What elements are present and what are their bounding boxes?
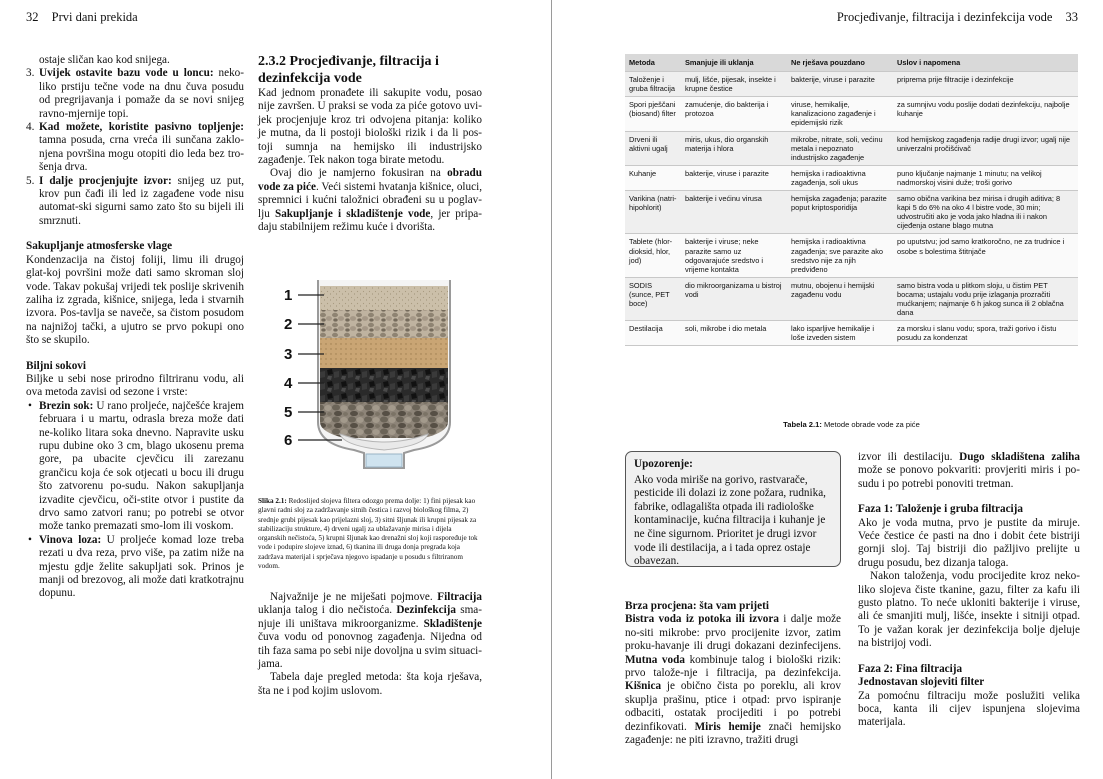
filter-layers-figure <box>284 272 484 482</box>
bold-run: Miris hemije <box>694 720 761 733</box>
bullet-text: U proljeće komad loze treba rezati u dva reza, prvo više, pa zatim niže na mjestu gdje želite sakupljati sok. Prinos je manji od brezovog, ali može dati kratkotrajnu dopunu. <box>39 533 245 600</box>
bold-run: Kišnica <box>625 680 662 693</box>
page-number-left: 32 <box>26 10 39 24</box>
table-cell: bakterije, viruse i parazite <box>787 72 893 97</box>
left-page-header <box>26 10 138 25</box>
text-run: može se ponovo pokvariti: provjeriti miris i po-sudu i po potrebi ponoviti tretman. <box>858 464 1080 490</box>
bullet-title: Brezin sok: <box>39 399 94 412</box>
column-header: Uslov i napomena <box>893 54 1078 72</box>
caption-text: Redoslijed slojeva filtera odozgo prema dolje: 1) fini pijesak kao glavni radni sloj za zadržavanje sitnih čestica i razvoj biološkog filma, 2) srednje grubi pijesak kao prijelazni sloj, 3) sitni šljunak ili krupni pijesak za stabilizaciju strukture, 4) drveni ugalj za ublažavanje mirisa i dijela organskih nečistoća, 5) krupni šljunak kao drenažni sloj koji raspoređuje tok vode i podupire slojeve iznad, 6) tkanina ili druga donja pregrada koja zadržava materijal i sprječava njegovo ispadanje u posudu s filtriranom vodom. <box>258 497 478 571</box>
table-cell: zamućenje, dio bakterija i protozoa <box>681 97 787 131</box>
table-caption-label: Tabela 2.1: <box>783 420 822 429</box>
text-run: čuva vodu od ponovnog zagađenja. Nijedna od tih faza sama po sebi nije dovoljna u svim situaci-jama. <box>258 631 483 671</box>
table-caption-text: Metode obrade vode za piće <box>821 420 920 429</box>
figure-label: 3 <box>284 346 293 363</box>
table-cell: soli, mikrobe i dio metala <box>681 321 787 346</box>
paragraph-1: Kad jednom pronađete ili sakupite vodu, posao nije završen. U praksi se voda za piće gotovo uvi-jek procjenjuje kroz tri odvojena pitanja: koliko je mutna, da li postoji biološki rizik i da li pos-toji sumnja na hemijsko ili industrijsko zagađenje. Tek nakon toga birate metodu. <box>258 87 482 167</box>
figure-label: 1 <box>284 287 293 304</box>
step-number: 5. <box>26 174 35 187</box>
text-run: izvor ili destilaciju. <box>858 451 960 463</box>
text-run: Ovaj dio je namjerno fokusiran na <box>270 167 448 180</box>
paragraph-4: Tabela daje pregled metoda: šta koja rješava, šta ne i pod kojim uslovom. <box>258 671 482 697</box>
step-item <box>26 121 244 175</box>
figure-label: 2 <box>284 316 293 333</box>
step-title: I dalje procjenjujte izvor: <box>39 174 172 187</box>
atmospheric-paragraph: Kondenzacija na čistoj foliji, limu ili drugoj glat-koj površini može dati samo skroman sloj vode. Takav pokušaj vrijedi tek poslije skrivenih zaliha iz zgrada, kišnice, snijega, leda i stvarnih izvora. Pos-tavlja se naveče, sa čistom posudom na najnižoj tački, a ujutro se prvo pokupi ono što se skupilo. <box>26 253 244 347</box>
left-page <box>0 0 551 779</box>
text-run: je obično čista po poreklu, ali krov skuplja prašinu, ptice i otpad: prvo ispiranje odbaciti, ostatak procijediti i po potrebi dezinfikovati. <box>625 680 841 733</box>
left-column-1 <box>26 54 244 601</box>
table-cell: lako isparljive hemikalije i loše izveden sistem <box>787 321 893 346</box>
subheading-layered-filter: Jednostavan slojeviti filter <box>858 676 985 689</box>
table-cell: Tablete (hlor-dioksid, hlor, jod) <box>625 234 681 277</box>
table-row <box>625 97 1078 131</box>
table-cell: Taloženje i gruba filtracija <box>625 72 681 97</box>
phase-1-paragraph-1: Ako je voda mutna, prvo je pustite da miruje. Veće čestice će pasti na dno i dobit ćete bistriji gornji sloj. Taj bistriji dio pažljivo prelijte u drugu posudu, bez dizanja taloga. <box>858 516 1080 569</box>
layered-filter-illustration <box>284 272 484 482</box>
table-cell: bakterije i viruse; neke parazite samo uz odgovarajuće sredstvo i vrijeme kontakta <box>681 234 787 277</box>
bold-run: Filtracija <box>437 591 482 603</box>
table-cell: hemijska i radioaktivna zagađenja; sve parazite ako sredstvo nije za njih predviđeno <box>787 234 893 277</box>
table-cell: viruse, hemikalije, kanalizaciono zagađenje i epidemijski rizik <box>787 97 893 131</box>
table-cell: po uputstvu; jod samo kratkoročno, ne za trudnice i osobe s bolestima štitnjače <box>893 234 1078 277</box>
section-heading-phase-2: Faza 2: Fina filtracija <box>858 662 963 675</box>
figure-label: 6 <box>284 432 293 449</box>
bold-run: obradu vode za piće <box>258 167 482 193</box>
step-title: Uvijek ostavite bazu vode u loncu: <box>39 67 214 80</box>
running-title-right: Procjeđivanje, filtracija i dezinfekcija vode <box>836 10 1053 24</box>
table-cell: SODIS (sunce, PET boce) <box>625 277 681 320</box>
section-heading-phase-1: Faza 1: Taloženje i gruba filtracija <box>858 503 1023 516</box>
step-number: 4. <box>26 121 35 134</box>
text-run: , jer pripa-daju stabilnijem režimu kuće i dvorišta. <box>258 207 483 234</box>
table-cell: samo bistra voda u plitkom sloju, u čistim PET bocama; ustajalu vodu prije izlaganja prozračiti mućkanjem; najmanje 6 h jakog sunca ili 2 oblačna dana <box>893 277 1078 320</box>
table-row <box>625 277 1078 320</box>
step-text: neko-liko prstiju tečne vode na dnu čuva posudu od pregrijavanja i pomaže da se novi snijeg ravno-mjernije topi. <box>39 67 244 120</box>
table-cell: puno ključanje najmanje 1 minutu; na velikoj nadmorskoj visini duže; troši gorivo <box>893 165 1078 190</box>
table-row <box>625 165 1078 190</box>
phase-1-paragraph-2: Nakon taloženja, vodu procijedite kroz neko-liko slojeva čiste tkanine, gazu, filter za kafu ili gusto platno. To neće ukloniti bakterije i viruse, ali će smanjiti mulj, lišće, insekte i sitniji otpad. To je važan korak jer dezinfekcija bolje djeluje na bistrijoj vodi. <box>858 570 1080 650</box>
right-column-2 <box>858 451 1080 730</box>
figure-label: 5 <box>284 404 293 421</box>
column-header: Metoda <box>625 54 681 72</box>
table-caption <box>625 420 1078 429</box>
table-cell: za sumnjivu vodu poslije dodati dezinfekciju, najbolje kuhanje <box>893 97 1078 131</box>
text-run: kombinuje talog i biološki rizik: prvo talože-nje i filtracija, pa dezinfekcija. <box>625 653 842 680</box>
table-cell: bakterije i većinu virusa <box>681 191 787 234</box>
table-cell: mulj, lišće, pijesak, insekte i krupne čestice <box>681 72 787 97</box>
bold-run: Bistra voda iz potoka ili izvora <box>625 613 779 626</box>
step-item <box>26 67 244 121</box>
paragraph-2 <box>258 167 482 234</box>
table-cell: bakterije, viruse i parazite <box>681 165 787 190</box>
bold-run: Dezinfekcija <box>396 604 456 617</box>
column-header: Ne rješava pouzdano <box>787 54 893 72</box>
table-row <box>625 131 1078 165</box>
table-cell: Kuhanje <box>625 165 681 190</box>
table-cell: mutnu, obojenu i hemijski zagađenu vodu <box>787 277 893 320</box>
table-cell: Spori pješčani (biosand) filter <box>625 97 681 131</box>
table-cell: samo obična varikina bez mirisa i drugih aditiva; 8 kapi 5 do 6% na oko 4 l bistre vode, 30 min; udvostručiti ako je voda jako hladna ili i nakon cijeđenja ostane blago mutna <box>893 191 1078 234</box>
paragraph-3 <box>258 591 482 671</box>
figure-label: 4 <box>284 375 293 392</box>
phase-2-paragraph: Za pomoćnu filtraciju može poslužiti velika boca, kanta ili cijev ispunjena slojevima materijala. <box>858 689 1080 729</box>
table-row <box>625 234 1078 277</box>
table-cell: mikrobe, nitrate, soli, većinu metala i nepoznato industrijsko zagađenje <box>787 131 893 165</box>
running-title-left: Prvi dani prekida <box>51 10 138 24</box>
text-run: Najvažnije je ne miješati pojmove. <box>270 591 438 603</box>
bold-run: Mutna voda <box>625 653 685 666</box>
bold-run: Dugo skladištena zaliha <box>959 451 1080 463</box>
step-number: 3. <box>26 67 35 80</box>
plants-intro: Biljke u sebi nose prirodno filtriranu vodu, ali ova metoda zavisi od sezone i vrste: <box>26 372 244 399</box>
text-run: . Veći sistemi hvatanja kišnice, oluci, spremnici i kućni taložnici obrađeni su u poglav-lju <box>258 180 482 220</box>
section-heading-plants: Biljni sokovi <box>26 359 86 372</box>
bullet-item <box>26 400 244 534</box>
table-row <box>625 191 1078 234</box>
table-row <box>625 321 1078 346</box>
step-text: tamna posuda, crna vreća ili sunčana zaklo-njena površina mogu otopiti dio leda bez tro-šenja drva. <box>39 134 244 174</box>
warning-text: Ako voda miriše na gorivo, rastvarače, pesticide ili dolazi iz zone požara, rudnika, fabrike, odlagališta otpada ili radiološke kontaminacije, kućna filtracija i kuhanje je ne čine sigurnom. Prioritet je drugi izvor vode ili destilacija, a i tada oprez ostaje obavezan. <box>634 473 826 568</box>
continuation-paragraph <box>858 451 1080 491</box>
figure-caption <box>258 497 481 571</box>
page-number-right: 33 <box>1065 10 1078 24</box>
table-cell: hemijska zagađenja; parazite poput kriptosporidija <box>787 191 893 234</box>
section-heading-quick-assessment: Brza procjena: šta vam prijeti <box>625 600 769 612</box>
bullet-text: U rano proljeće, najčešće krajem februara i u martu, odrasla breza može dati ne-koliko litara soka dnevno. Napravite usku rupu dubine oko 3 cm, blago ukosenu prema gore, pa ubacite cjevčicu ili zarezanu grančicu koja će sok otjecati u bocu ili drugu što zatvorenu po-sudu. Nakon sakupljanja izvadite cjevčicu, oči-stite otvor i pustite da drvo samo zatvori ranu; po potrebi se otvor može tanko premazati smo-lom ili voskom. <box>39 399 244 533</box>
table-cell: hemijska i radioaktivna zagađenja, soli ukus <box>787 165 893 190</box>
bullet-item <box>26 534 244 601</box>
caption-label: Slika 2.1: <box>258 497 287 505</box>
bullet-title: Vinova loza: <box>39 533 102 546</box>
table-cell: dio mikroorganizama u bistroj vodi <box>681 277 787 320</box>
left-column-2-lower <box>258 591 482 698</box>
table-header-row <box>625 54 1078 72</box>
section-heading-2-3-2: 2.3.2 Procjeđivanje, filtracija i dezinfekcija vode <box>258 54 439 86</box>
step-title: Kad možete, koristite pasivno topljenje: <box>39 121 244 134</box>
text-run: i dalje može no-siti mikrobe: prvo procijenite izvor, zatim proku-havanje ili drugi dokazani dezinfeciјens. <box>625 613 841 653</box>
warning-title: Upozorenje: <box>634 458 693 470</box>
table-cell: za morsku i slanu vodu; spora, traži gorivo i čistu posudu za kondenzat <box>893 321 1078 346</box>
text-run: znači hemijsko zagađenje: ne piti izravno, tražiti drugi <box>625 720 841 747</box>
table-cell: Varikina (natri-hipohlorit) <box>625 191 681 234</box>
right-column-1-lower <box>625 600 841 747</box>
section-heading-atmospheric: Sakupljanje atmosferske vlage <box>26 240 173 253</box>
table-cell: miris, ukus, dio organskih materija i hlora <box>681 131 787 165</box>
warning-box <box>625 451 841 567</box>
table-cell: priprema prije filtracije i dezinfekcije <box>893 72 1078 97</box>
table-cell: kod hemijskog zagađenja radije drugi izvor; ugalj nije univerzalni pročišćivač <box>893 131 1078 165</box>
bold-run: Skladištenje <box>423 617 482 630</box>
step-item <box>26 175 244 229</box>
text-run: sma-njuje ili uništava mikroorganizme. <box>258 604 482 630</box>
right-page-header <box>837 10 1078 25</box>
table-row <box>625 72 1078 97</box>
steps-list <box>26 67 244 228</box>
text-run: uklanja talog i dio nečistoća. <box>258 604 397 617</box>
plants-bullet-list <box>26 400 244 601</box>
intro-line: ostaje sličan kao kod snijega. <box>39 54 170 66</box>
table-cell: Drveni ili aktivni ugalj <box>625 131 681 165</box>
quick-assessment-paragraph <box>625 613 841 747</box>
step-text: snijeg uz put, krov pun čađi ili led iz zagađene vode nisu automat-ski sigurni samo zato što su bijeli ili smrznuti. <box>39 174 244 227</box>
bold-run: Sakupljanje i skladištenje vode <box>274 207 431 220</box>
table-cell: Destilacija <box>625 321 681 346</box>
left-column-2 <box>258 54 482 234</box>
column-header: Smanjuje ili uklanja <box>681 54 787 72</box>
methods-table <box>625 54 1078 346</box>
